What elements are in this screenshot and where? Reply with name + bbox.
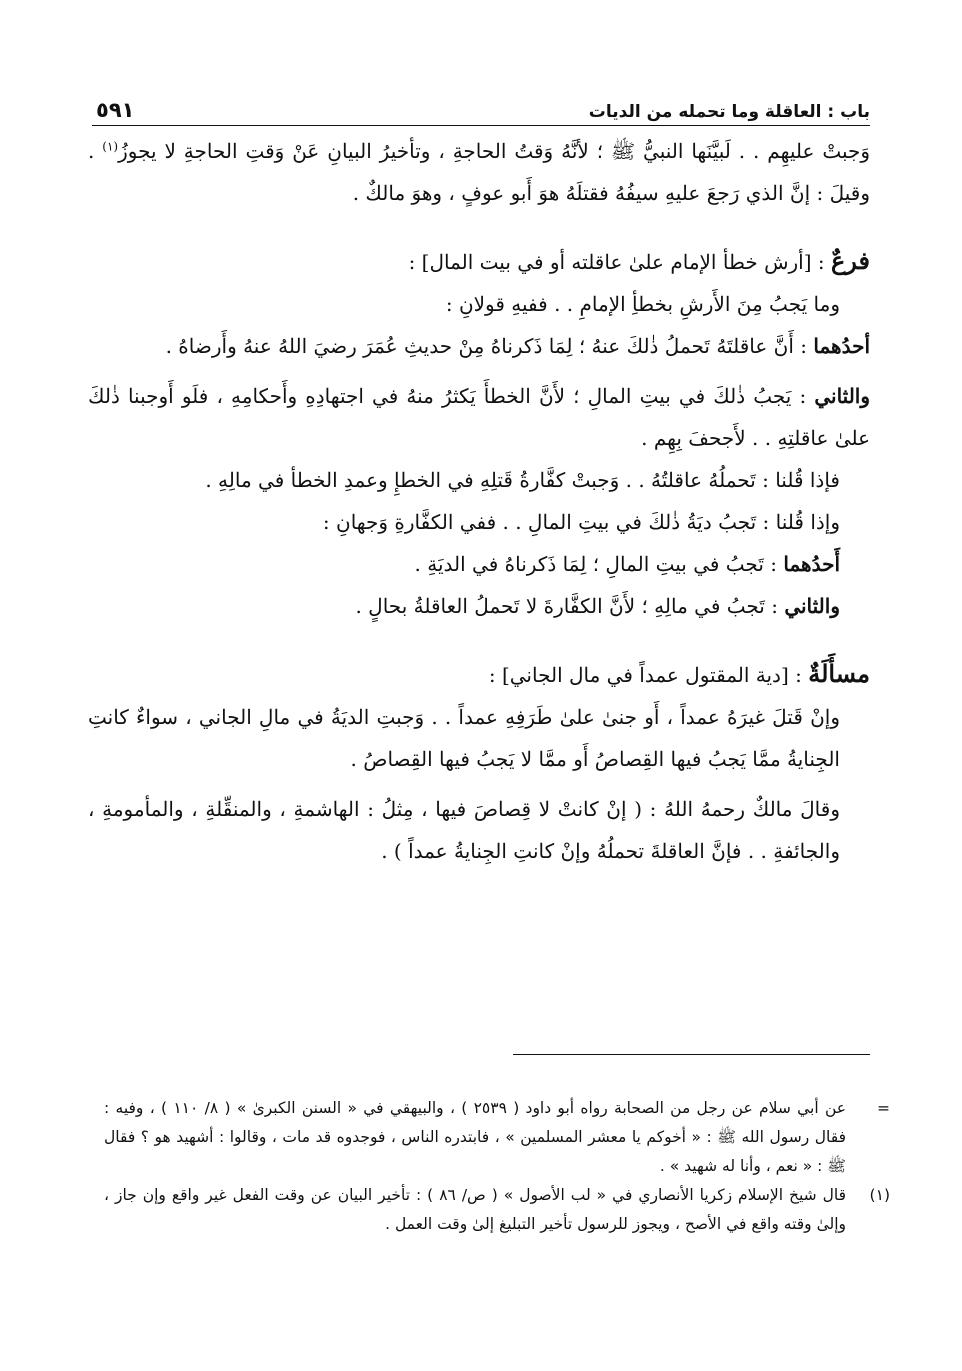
running-title: باب : العاقلة وما تحمله من الديات xyxy=(588,102,870,122)
paragraph-text: وَجبتْ عليهِم . . لَبيَّنَها النبيُّ ﷺ ؛ لأنَّهُ وَقتُ الحاجةِ ، وتأخيرُ البيانِ عَنْ وَقتِ الحاجةِ لا يجوزُ xyxy=(118,139,871,163)
paragraph-lead: والثاني xyxy=(814,384,871,408)
paragraph xyxy=(88,543,870,585)
masala-title: : [دية المقتول عمداً في مال الجاني] : xyxy=(488,663,802,687)
section-heading-far xyxy=(88,240,870,283)
paragraph-text: : يَجبُ ذٰلكَ في بيتِ المالِ ؛ لأَنَّ الخطأَ يَكثرُ منهُ في اجتهادِهِ وأَحكامِهِ ، فلَو أَوجبنا ذٰلكَ علىٰ عاقلتِهِ . . لأَجحفَ بِهِم . xyxy=(88,384,870,450)
footnote-separator xyxy=(513,1054,870,1055)
far-label: فرعٌ xyxy=(830,246,870,275)
header-rule xyxy=(92,125,870,126)
page-number: ٥٩١ xyxy=(96,98,135,122)
paragraph xyxy=(88,375,870,459)
spacer xyxy=(88,627,870,653)
page-header xyxy=(96,86,870,122)
footnote-marker: (١) xyxy=(869,1186,890,1204)
footnote-1 xyxy=(80,1181,890,1239)
paragraph: فإذا قُلنا : تَحملُهُ عاقلتُهُ . . وَجبتْ كفَّارةُ قَتلِهِ في الخطإِ وعمدِ الخطأ في مالِهِ . xyxy=(205,468,840,492)
masala-label: مسأَلَةٌ xyxy=(808,659,870,688)
far-title: : [أرش خطأ الإمام علىٰ عاقلته أو في بيت المال] : xyxy=(408,250,825,274)
paragraph: وقالَ مالكٌ رحمهُ اللهُ : ( إنْ كانتْ لا قِصاصَ فيها ، مِثلُ : الهاشمةِ ، والمنقِّلةِ ، والمأمومةِ ، والجائفةِ . . فإنَّ العاقلةَ تحملُهُ وإنْ كانتِ الجِنايةُ عمداً ) . xyxy=(88,797,840,863)
paragraph-text: . وقيلَ : إنَّ الذي رَجعَ عليهِ سيفُهُ فقتلَهُ هوَ أَبو عوفٍ ، وهوَ مالكٌ . xyxy=(88,139,870,205)
footnotes xyxy=(80,1094,890,1239)
paragraph-lead: والثاني xyxy=(784,594,840,618)
paragraph-text: : أَنَّ عاقلتَهُ تَحملُ ذٰلكَ عنهُ ؛ لِمَا ذَكرناهُ مِنْ حديثِ عُمَرَ رضيَ اللهُ عنهُ وأَرضاهُ . xyxy=(165,334,808,358)
footnote-reference: (١) xyxy=(102,139,119,154)
footnote-text: عن أبي سلام عن رجل من الصحابة رواه أبو داود ( ٢٥٣٩ ) ، والبيهقي في « السنن الكبرىٰ » ( ٨/ ١١٠ ) ، وفيه : فقال رسول الله ﷺ : « أخوكم يا معشر المسلمين » ، فابتدره الناس ، فوجدوه قد مات ، وقالوا : أشهيد هو ؟ فقال ﷺ : « نعم ، وأنا له شهيد » . xyxy=(104,1099,847,1175)
spacer xyxy=(88,367,870,375)
footnote-continuation xyxy=(80,1094,890,1181)
paragraph: وإنْ قَتلَ غيرَهُ عمداً ، أَو جنىٰ علىٰ طَرَفِهِ عمداً . . وَجبتِ الديَةُ في مالِ الجاني ، سواءٌ كانتِ الجِنايةُ ممَّا يَجبُ فيها القِصاصُ أَو ممَّا لا يَجبُ فيها القِصاصُ . xyxy=(88,705,840,771)
paragraph xyxy=(88,325,870,367)
spacer xyxy=(88,214,870,240)
footnote-text: قال شيخ الإسلام زكريا الأنصاري في « لب الأصول » ( ص/ ٨٦ ) : تأخير البيان عن وقت الفعل غير واقع وإن جاز ، وإلىٰ وقته واقع في الأصح ، ويجوز للرسول تأخير التبليغ إلىٰ وقت العمل . xyxy=(104,1186,847,1233)
paragraph: وإذا قُلنا : تَجبُ ديَةُ ذٰلكَ في بيتِ المالِ . . ففي الكفَّارةِ وَجهانِ : xyxy=(322,510,840,534)
paragraph-text: : تَجبُ في مالِهِ ؛ لأَنَّ الكفَّارةَ لا تَحملُ العاقلةُ بحالٍ . xyxy=(355,594,778,618)
footnote-marker: = xyxy=(877,1099,890,1117)
main-text xyxy=(88,130,870,872)
section-heading-masala xyxy=(88,653,870,696)
spacer xyxy=(88,780,870,788)
paragraph xyxy=(88,130,870,214)
paragraph-lead: أَحدُهما xyxy=(783,552,840,576)
paragraph-lead: أحدُهما xyxy=(813,334,870,358)
paragraph: وما يَجبُ مِنَ الأَرشِ بخطأِ الإمامِ . . ففيهِ قولانِ : xyxy=(445,292,840,316)
paragraph xyxy=(88,585,870,627)
paragraph-text: : تَجبُ في بيتِ المالِ ؛ لِمَا ذَكرناهُ في الديَةِ . xyxy=(414,552,778,576)
